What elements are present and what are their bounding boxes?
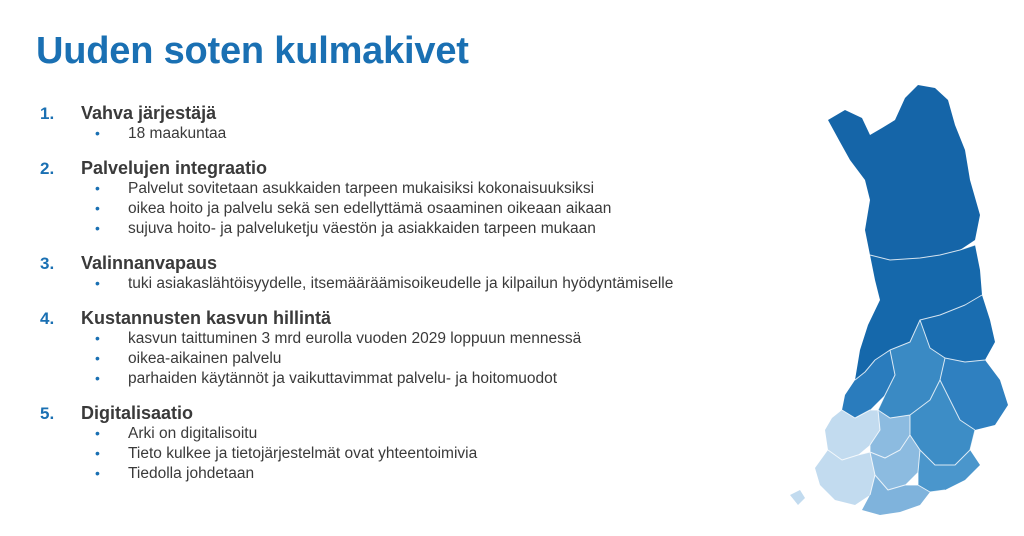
bullet-icon: • bbox=[95, 330, 100, 346]
bullet-icon: • bbox=[95, 125, 100, 141]
section-4 bbox=[40, 308, 760, 390]
bullet-item: • parhaiden käytännöt ja vaikuttavimmat palvelu- ja hoitomuodot bbox=[95, 370, 558, 387]
section-3 bbox=[40, 253, 760, 295]
bullet-icon: • bbox=[95, 350, 100, 366]
bullet-item: • oikea-aikainen palvelu bbox=[95, 350, 282, 367]
section-number: 5. bbox=[40, 404, 55, 423]
bullet-icon: • bbox=[95, 200, 100, 216]
section-number: 2. bbox=[40, 159, 55, 178]
bullet-item: • tuki asiakaslähtöisyydelle, itsemääräämisoikeudelle ja kilpailun hyödyntämiselle bbox=[95, 275, 674, 292]
cornerstones-list bbox=[40, 103, 760, 498]
finland-map-icon bbox=[770, 80, 1020, 530]
bullet-item: • 18 maakuntaa bbox=[95, 125, 227, 142]
bullet-item: • Arki on digitalisoitu bbox=[95, 425, 258, 442]
section-1 bbox=[40, 103, 760, 145]
section-heading: Valinnanvapaus bbox=[81, 253, 218, 273]
bullet-icon: • bbox=[95, 425, 100, 441]
bullet-item: • Tieto kulkee ja tietojärjestelmät ovat yhteentoimivia bbox=[95, 445, 478, 462]
bullet-icon: • bbox=[95, 445, 100, 461]
slide-title: Uuden soten kulmakivet bbox=[36, 30, 469, 72]
section-heading: Palvelujen integraatio bbox=[81, 158, 268, 178]
bullet-item: • kasvun taittuminen 3 mrd eurolla vuoden 2029 loppuun mennessä bbox=[95, 330, 582, 347]
bullet-icon: • bbox=[95, 370, 100, 386]
map-region-aland bbox=[790, 490, 805, 505]
bullet-item: • Palvelut sovitetaan asukkaiden tarpeen mukaisiksi kokonaisuuksiksi bbox=[95, 180, 595, 197]
section-2 bbox=[40, 158, 760, 240]
bullet-icon: • bbox=[95, 180, 100, 196]
section-number: 1. bbox=[40, 104, 55, 123]
section-number: 3. bbox=[40, 254, 55, 273]
bullet-icon: • bbox=[95, 465, 100, 481]
bullet-item: • oikea hoito ja palvelu sekä sen edellyttämä osaaminen oikeaan aikaan bbox=[95, 200, 612, 217]
bullet-icon: • bbox=[95, 220, 100, 236]
bullet-item: • sujuva hoito- ja palveluketju väestön ja asiakkaiden tarpeen mukaan bbox=[95, 220, 596, 237]
map-region-lapland bbox=[828, 85, 980, 260]
bullet-icon: • bbox=[95, 275, 100, 291]
bullet-item: • Tiedolla johdetaan bbox=[95, 465, 255, 482]
section-heading: Vahva järjestäjä bbox=[81, 103, 217, 123]
section-number: 4. bbox=[40, 309, 55, 328]
section-heading: Kustannusten kasvun hillintä bbox=[81, 308, 332, 328]
section-5 bbox=[40, 403, 760, 485]
section-heading: Digitalisaatio bbox=[81, 403, 194, 423]
